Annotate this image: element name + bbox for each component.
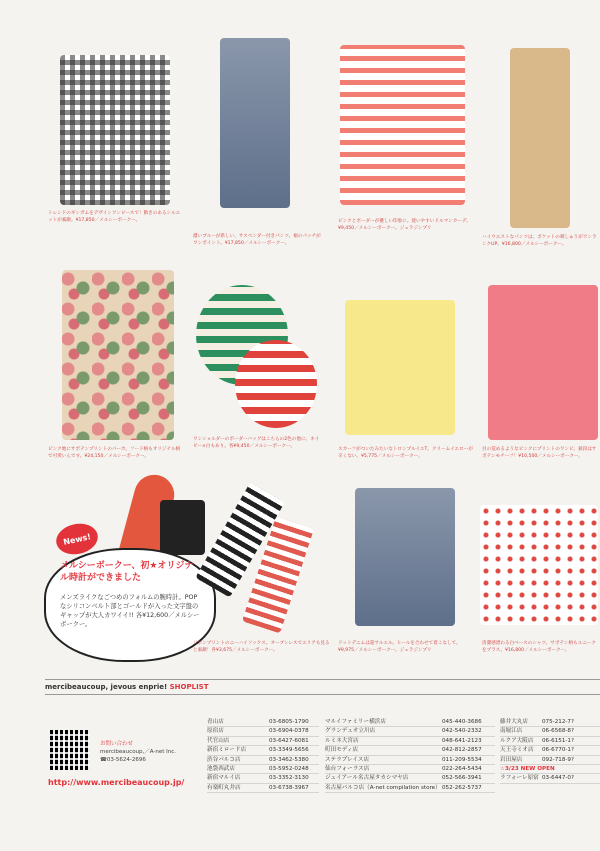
product-caption-9: リボンプリントのニーハイソックス。オーブンレスでエリアも見ると素敵！各¥3,675／メルシーボークー。 — [193, 641, 330, 653]
shop-row: ルクア大阪店 06-6151-1? — [500, 737, 600, 746]
product-caption-2: 濃いブルーが新しい、サスペンダー付きパンツ。裾のパッチがワンポイント。¥17,850／メルシーボークー。 — [193, 234, 321, 246]
contact-label: お問い合わせ — [100, 741, 134, 747]
floral-parka-photo — [62, 270, 174, 440]
sarouel-pants-photo — [355, 488, 455, 626]
product-caption-1: トレンドのギンガムをデザインワンピースで！動きのあるシルエットが素敵。¥17,850／メルシーボークー。 — [48, 211, 181, 223]
shop-row: 渋谷パルコ店 03-3462-5380 — [207, 756, 319, 765]
company-name: mercibeaucoup,／A-net Inc. — [100, 749, 177, 755]
shop-row: ステラプレイス店 011-209-5534 — [325, 756, 495, 765]
shop-row: グランデュオ立川店 042-540-2332 — [325, 727, 495, 736]
scarf-tshirt-photo — [345, 300, 455, 435]
brand-name: mercibeaucoup, jevous enprie! — [45, 683, 168, 691]
shop-row: ラフォーレ原宿 03-6447-0? — [500, 774, 600, 783]
news-badge: News! — [53, 520, 100, 558]
product-caption-7: スカーフがついたみたいなトロンプルイユT。クリームイエローが辛くない。¥5,775／メルシーボークー。 — [338, 447, 473, 459]
product-caption-11: 清潔感漂わる白ベースのシャツ。サボテン柄もユニークをプラス。¥16,800／メルシーボークー。 — [482, 641, 596, 653]
khaki-pants-photo — [510, 48, 570, 228]
shop-row: 新宿ミロード店 03-3349-5656 — [207, 746, 319, 755]
shop-row: 町田モディ店 042-812-2857 — [325, 746, 495, 755]
shoplist-label: SHOPLIST — [169, 683, 209, 691]
watch-box-photo — [160, 500, 205, 555]
shop-column-2 — [325, 718, 495, 793]
red-striped-bag-photo — [235, 340, 317, 428]
shop-row: 南堀江店 06-6568-8? — [500, 727, 600, 736]
news-body: メンズライクなごつめのフォルムの腕時計。POPなシリコンベルト部とゴールドが入った文字盤のギャップが大人カワイイ!! 各¥12,600／メルシーボークー。 — [60, 594, 200, 628]
striped-cardigan-photo — [340, 45, 465, 205]
polka-shirt-photo — [480, 505, 598, 625]
contact-info — [100, 740, 176, 764]
shop-row: 原宿店 03-6904-0378 — [207, 727, 319, 736]
shop-row: 池袋西武店 03-5952-0248 — [207, 765, 319, 774]
shop-row: 岩田屋店 092-718-9? — [500, 756, 600, 765]
suspender-pants-photo — [220, 38, 290, 208]
qr-code-icon — [50, 730, 90, 770]
shop-row: ルミネ大宮店 048-641-2123 — [325, 737, 495, 746]
shop-row: 仙台フォーラス店 022-264-5434 — [325, 765, 495, 774]
shoplist-header — [45, 679, 600, 695]
pink-dress-photo — [488, 285, 598, 440]
product-caption-10: ドットデニムは超サルエル。ヒールを合わせて着こなして。¥9,975／メルシーボークー。ジェラジンプリ — [338, 641, 461, 653]
product-caption-5: ピンク地にサボテンプリントのパーカ。フード柄もオリジナル柄で可愛いんです。¥24,150／メルシーボークー。 — [48, 447, 181, 459]
shop-row: 代官山店 03-6427-6081 — [207, 737, 319, 746]
gingham-dress-photo — [60, 55, 170, 205]
shop-column-1 — [207, 718, 319, 793]
website-url[interactable]: http://www.mercibeaucoup.jp/ — [48, 778, 185, 787]
shop-row: 新宿マルイ店 03-3352-3130 — [207, 774, 319, 783]
new-open-note: ☆3/23 NEW OPEN — [500, 765, 600, 774]
shop-column-3 — [500, 718, 600, 784]
shop-row: ジェイアール名古屋タカシマヤ店 052-566-3941 — [325, 774, 495, 783]
shop-row: 藤井大丸店 075-212-7? — [500, 718, 600, 727]
shop-row: 名古屋パルコ店（A-net compilation store） 052-262-5737 — [325, 784, 495, 793]
news-title: メルシーボークー、初★オリジナル時計ができました — [60, 561, 194, 583]
contact-phone: ☎03-5624-2696 — [100, 757, 146, 763]
product-caption-3: ピンクとボーダーが優しい印象に。使いやすいドルマンカーデ。¥9,450／メルシーボークー。ジェラジンプリ — [338, 219, 471, 231]
product-caption-8: 目の覚めるようなピンクにプリントのワンピ。値段はサボテンモチーフ！¥10,500／メルシーボークー。 — [482, 447, 597, 459]
shop-row: 青山店 03-6805-1790 — [207, 718, 319, 727]
product-caption-6: ワンショルダーのボーダーバッグはこちらの2色の他に、ネイビー×白もあり。各¥9,450／メルシーボークー。 — [193, 437, 320, 449]
shop-row: 有楽町丸井店 03-6738-3967 — [207, 784, 319, 793]
shop-row: 天王寺ミオ店 06-6770-1? — [500, 746, 600, 755]
product-caption-4: ハイウエストなパンツは、ポケットの刺しゅうがワンランクUP。¥16,800／メルシーボークー。 — [482, 235, 597, 247]
shop-row: マルイファミリー横浜店 045-440-3686 — [325, 718, 495, 727]
